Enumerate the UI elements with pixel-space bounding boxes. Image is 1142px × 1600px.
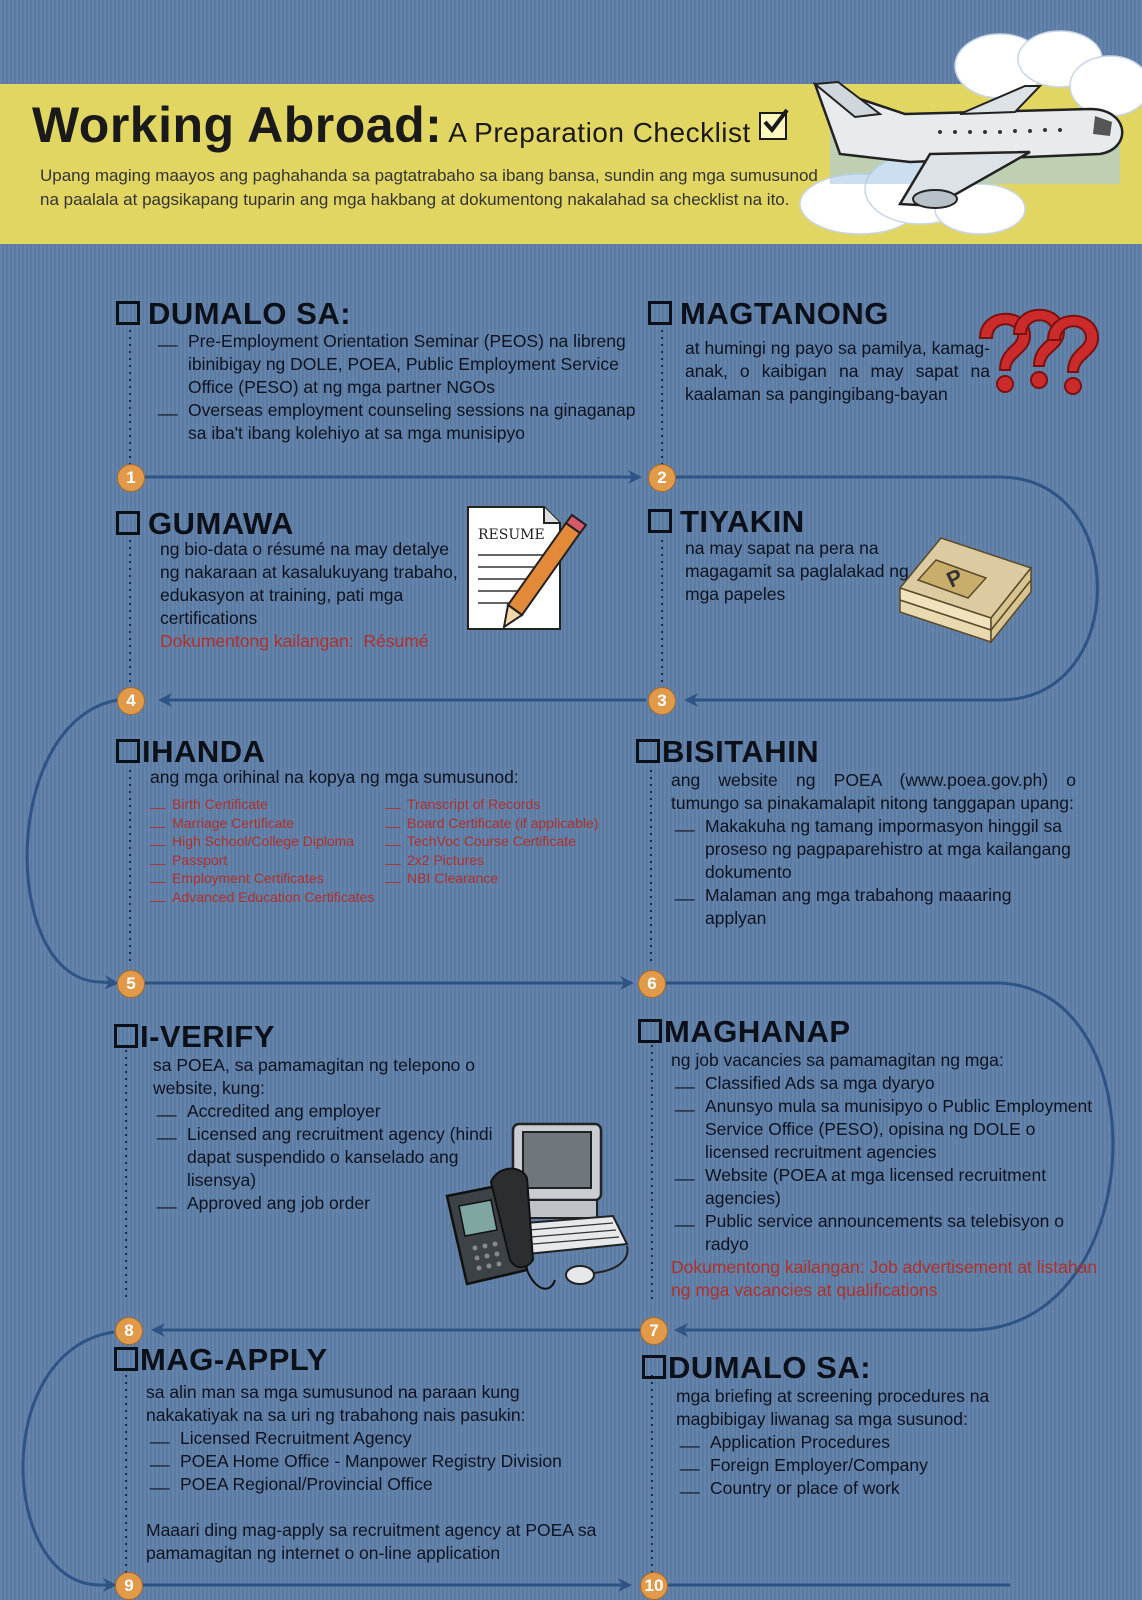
- list-item: __ POEA Home Office - Manpower Registry Division: [146, 1450, 616, 1473]
- step-2-title-text: MAGTANONG: [680, 296, 889, 331]
- list-item: __ Passport: [150, 851, 380, 870]
- step-8-title-text: I-VERIFY: [140, 1019, 275, 1054]
- list-item: __ TechVoc Course Certificate: [385, 832, 625, 851]
- list-item: __ NBI Clearance: [385, 869, 625, 888]
- step-4-title: [116, 506, 294, 542]
- step-7-title: [638, 1014, 851, 1050]
- step-8-title: [114, 1019, 275, 1055]
- step-8-body: [153, 1054, 493, 1215]
- arrow-8-9: [23, 1332, 114, 1585]
- step-number-4: 4: [117, 687, 145, 715]
- list-item: __ Website (POEA at mga licensed recruitment agencies): [671, 1164, 1101, 1210]
- step-4-doc: [160, 630, 460, 653]
- step-4-checkbox[interactable]: [116, 511, 140, 535]
- step-2-checkbox[interactable]: [648, 301, 672, 325]
- step-5-title: [116, 734, 266, 770]
- step-9-checkbox[interactable]: [114, 1347, 138, 1371]
- step-number-9: 9: [115, 1572, 143, 1600]
- list-item: __ Transcript of Records: [385, 795, 625, 814]
- step-8-checkbox[interactable]: [114, 1024, 138, 1048]
- list-item: __ POEA Regional/Provincial Office: [146, 1473, 616, 1496]
- money-stack-icon: [896, 530, 1036, 645]
- list-item: __ Foreign Employer/Company: [676, 1454, 1076, 1477]
- step-1-body: [154, 330, 644, 445]
- step-number-10: 10: [640, 1572, 668, 1600]
- resume-label: RESUME: [478, 527, 545, 543]
- page-title: [32, 96, 787, 154]
- list-item: __ Birth Certificate: [150, 795, 380, 814]
- title-subtitle: A Preparation Checklist: [448, 117, 751, 148]
- list-item: __ Overseas employment counseling sessions na ginaganap sa iba't ibang kolehiyo at sa mga munisipyo: [154, 399, 644, 445]
- step-5-title-text: IHANDA: [142, 734, 266, 769]
- step-7-title-text: MAGHANAP: [664, 1014, 851, 1049]
- step-5-docs-left: [150, 795, 380, 906]
- step-8-text: sa POEA, sa pamamagitan ng telepono o website, kung:: [153, 1055, 476, 1098]
- step-9-title: [114, 1342, 328, 1378]
- list-item: __ Licensed ang recruitment agency (hindi dapat suspendido o kanselado ang lisensya): [153, 1123, 493, 1192]
- list-item: __ Anunsyo mula sa munisipyo o Public Employment Service Office (PESO), opisina ng DOLE o licensed recruitment agencies: [671, 1095, 1101, 1164]
- intro-text: Upang maging maayos ang paghahanda sa pagtatrabaho sa ibang bansa, sundin ang mga sumusunod na paalala at pagsikapang tuparin ang mga hakbang at dokumentong nakalahad sa checklist na ito.: [40, 166, 818, 209]
- list-item: __ Makakuha ng tamang impormasyon hinggil sa proseso ng pagpaparehistro at mga kailangang dokumento: [671, 815, 1076, 884]
- step-3-title: [648, 504, 805, 540]
- step-1-title: [116, 296, 351, 332]
- list-item: __ Pre-Employment Orientation Seminar (PEOS) na libreng ibinibigay ng DOLE, POEA, Public Employment Service Office (PESO) at ng mga partner NGOs: [154, 330, 644, 399]
- step-3-body: na may sapat na pera na magagamit sa paglalakad ng mga papeles: [685, 538, 909, 604]
- step-1-title-text: DUMALO SA:: [148, 296, 352, 331]
- list-item: __ Advanced Education Certificates: [150, 888, 380, 907]
- title-colon: :: [425, 97, 443, 153]
- step-6-title-text: BISITAHIN: [662, 734, 820, 769]
- list-item: __ High School/College Diploma: [150, 832, 380, 851]
- step-number-8: 8: [115, 1317, 143, 1345]
- list-item: __ Employment Certificates: [150, 869, 380, 888]
- list-item: __ Board Certificate (if applicable): [385, 814, 625, 833]
- list-item: __ Licensed Recruitment Agency: [146, 1427, 616, 1450]
- step-6-checkbox[interactable]: [636, 739, 660, 763]
- money-label: P: [942, 563, 967, 593]
- step-number-1: 1: [117, 464, 145, 492]
- list-item: __ 2x2 Pictures: [385, 851, 625, 870]
- step-4-text: ng bio-data o résumé na may detalye ng nakaraan at kasalukuyang trabaho, edukasyon at training, pati mga certifications: [160, 539, 458, 628]
- step-5-body: ang mga orihinal na kopya ng mga sumusunod:: [150, 767, 519, 787]
- list-item: __ Accredited ang employer: [153, 1100, 493, 1123]
- step-10-checkbox[interactable]: [642, 1355, 666, 1379]
- arrow-4-5: [27, 700, 118, 983]
- list-item: __ Country or place of work: [676, 1477, 1076, 1500]
- list-item: __ Application Procedures: [676, 1431, 1076, 1454]
- step-number-7: 7: [640, 1317, 668, 1345]
- step-1-checkbox[interactable]: [116, 301, 140, 325]
- step-9-note: Maaari ding mag-apply sa recruitment agency at POEA sa pamamagitan ng internet o on-line application: [146, 1520, 597, 1563]
- step-number-2: 2: [648, 464, 676, 492]
- step-2-body: at humingi ng payo sa pamilya, kamag-anak, o kaibigan na may sapat na kaalaman sa pangingibang-bayan: [685, 338, 990, 404]
- step-10-title-text: DUMALO SA:: [668, 1350, 872, 1385]
- step-4-body: [160, 538, 460, 653]
- step-3-checkbox[interactable]: [648, 509, 672, 533]
- list-item: __ Marriage Certificate: [150, 814, 380, 833]
- title-main-text: Working Abroad: [32, 97, 426, 153]
- step-number-5: 5: [117, 970, 145, 998]
- step-4-title-text: GUMAWA: [148, 506, 294, 541]
- checkbox-icon: [759, 112, 787, 140]
- step-6-body: [671, 769, 1076, 930]
- step-number-3: 3: [648, 687, 676, 715]
- step-9-title-text: MAG-APPLY: [140, 1342, 328, 1377]
- step-7-doc: Dokumentong kailangan: Job advertisement at listahan ng mga vacancies at qualifications: [671, 1257, 1098, 1300]
- step-7-checkbox[interactable]: [638, 1019, 662, 1043]
- list-item: __ Malaman ang mga trabahong maaaring applyan: [671, 884, 1076, 930]
- step-10-text: mga briefing at screening procedures na magbibigay liwanag sa mga susunod:: [676, 1386, 990, 1429]
- step-3-title-text: TIYAKIN: [680, 504, 805, 539]
- step-7-text: ng job vacancies sa pamamagitan ng mga:: [671, 1050, 1004, 1070]
- step-10-title: [642, 1350, 871, 1386]
- step-7-body: [671, 1049, 1101, 1302]
- step-5-docs-right: [385, 795, 625, 888]
- list-item: __ Public service announcements sa telebisyon o radyo: [671, 1210, 1101, 1256]
- step-5-checkbox[interactable]: [116, 739, 140, 763]
- list-item: __ Approved ang job order: [153, 1192, 493, 1215]
- step-9-body: [146, 1381, 616, 1565]
- doc-label: Dokumentong kailangan:: [160, 631, 354, 651]
- step-2-title: [648, 296, 889, 332]
- question-marks-icon: [968, 298, 1104, 408]
- resume-document-icon: [462, 503, 587, 633]
- doc-value: Résumé: [363, 631, 429, 651]
- step-6-text: ang website ng POEA (www.poea.gov.ph) o tumungo sa pinakamalapit nitong tanggapan upang:: [671, 770, 1076, 813]
- step-6-title: [636, 734, 819, 770]
- step-9-text: sa alin man sa mga sumusunod na paraan kung nakakatiyak na sa uri ng trabahong nais pasukin:: [146, 1382, 526, 1425]
- step-number-6: 6: [638, 970, 666, 998]
- computer-illustration: [445, 1120, 645, 1310]
- step-10-body: [676, 1385, 1076, 1500]
- list-item: __ Classified Ads sa mga dyaryo: [671, 1072, 1101, 1095]
